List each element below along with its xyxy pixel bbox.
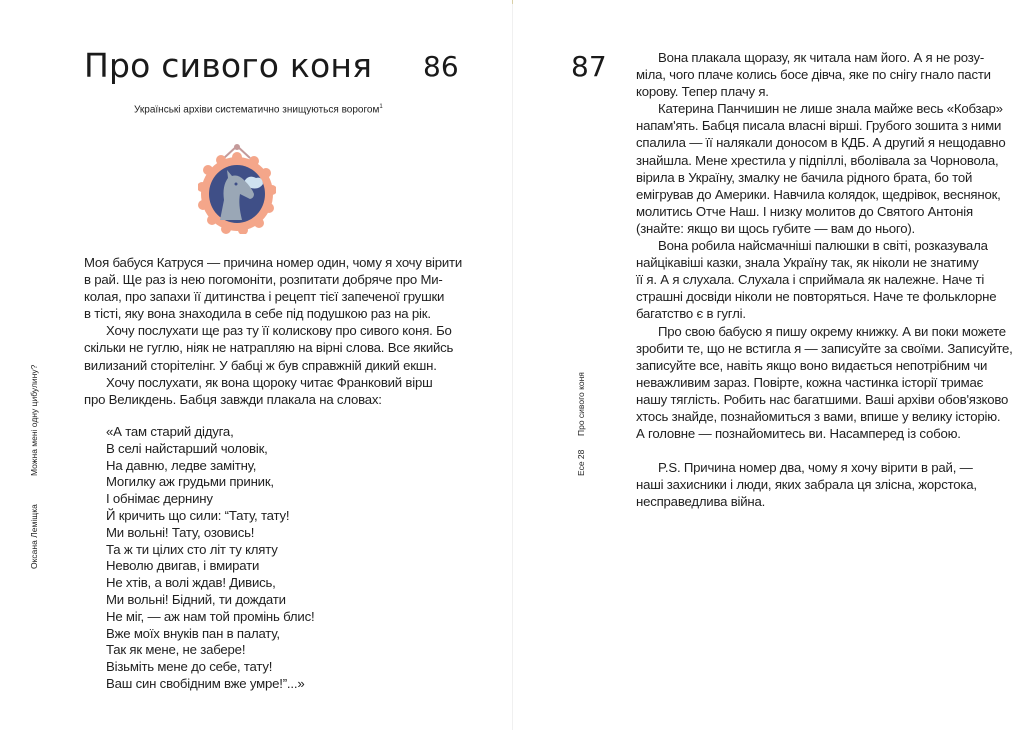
text-line: Хочу послухати ще раз ту її колискову про сивого коня. Бо	[106, 323, 452, 339]
page-number-right: 87	[571, 50, 607, 83]
poem-line: На давню, ледве замітну,	[106, 457, 257, 473]
paragraph-gap	[636, 442, 1013, 459]
text-line: про Великдень. Бабця завжди плакала на словах:	[84, 391, 382, 407]
text-line: міла, чого плаче колись босе дівча, яке по снігу гнало пасти	[636, 67, 991, 83]
text-line: Вона плакала щоразу, як читала нам його. А я не розу-	[658, 50, 985, 65]
paragraph	[636, 237, 1013, 322]
text-line: молитись Отче Наш. І низку молитов до Святого Антонія	[636, 203, 973, 219]
text-line: в тісті, яку вона знаходила в себе під подушкою раз на рік.	[84, 306, 431, 322]
poem-line: «А там старий дідуга,	[106, 424, 234, 439]
poem-line: І обнімає дернину	[106, 491, 213, 507]
running-head-essay: Есе 28	[576, 449, 586, 476]
paragraph	[84, 374, 462, 408]
poem-line: В селі найстарший чоловік,	[106, 440, 268, 456]
text-line: (знайте: якщо ви щось губите — вам до нього).	[636, 220, 916, 236]
poem-line: Вже моїх внуків пан в палату,	[106, 625, 280, 641]
right-page	[513, 0, 1024, 730]
hanger-pin	[234, 144, 240, 150]
paragraph	[636, 100, 1013, 237]
poem-quote	[106, 424, 314, 693]
horse-cameo-illustration	[198, 142, 276, 234]
paragraph	[84, 254, 462, 322]
paragraph	[636, 49, 1013, 100]
text-line: Вона робила найсмачніші палюшки в світі, розказувала	[658, 238, 988, 254]
text-line: корову. Тепер плачу я.	[636, 84, 769, 100]
page-number-left: 86	[423, 50, 459, 83]
footnote-mark: 1	[379, 104, 383, 110]
epigraph-text: Українські архіви систематично знищуються ворогом	[134, 104, 380, 116]
horse-eye	[235, 183, 238, 186]
text-line: P.S. Причина номер два, чому я хочу вірити в рай, —	[658, 460, 973, 476]
left-body-text	[84, 254, 462, 408]
text-line: напам'ять. Бабця писала власні вірші. Грубого зошита з ними	[636, 118, 1002, 134]
text-line: емігрував до Америки. Навчила колядок, щедрівок, веснянок,	[636, 186, 1001, 202]
text-line: її я. А я слухала. Слухала і сприймала як належне. Наче ті	[636, 272, 985, 288]
poem-line: Так як мене, не забере!	[106, 642, 246, 658]
text-line: зробити те, що не встигла я — записуйте за своїми. Записуйте,	[636, 340, 1013, 356]
text-line: Про свою бабусю я пишу окрему книжку. А ви поки можете	[658, 323, 1006, 339]
poem-line: Не хтів, а волі ждав! Дивись,	[106, 575, 276, 591]
text-line: знайшла. Мене хрестила у підпіллі, вболівала за Чорновола,	[636, 152, 999, 168]
text-line: вилизаний сторітелінг. У бабці ж був справжній дикий екшн.	[84, 357, 437, 373]
poem-line: Ми вольні! Бідний, ти дождати	[106, 591, 286, 607]
text-line: багатство є в гуглі.	[636, 306, 746, 322]
paragraph	[636, 323, 1013, 443]
text-line: хтось знайде, познайомиться з вами, впише у велику історію.	[636, 408, 1001, 424]
right-body-text	[636, 49, 1013, 510]
poem-line: Ваш син свобідним вже умре!”...»	[106, 675, 305, 691]
postscript	[636, 459, 1013, 510]
poem-line: Й кричить що сили: “Тату, тату!	[106, 507, 290, 523]
text-line: страшні досвіди ніколи не повторяться. Наче те фольклорне	[636, 289, 997, 305]
text-line: колая, про запахи її дитинства і рецепт тієї запеченої грушки	[84, 289, 445, 305]
text-line: найцікавіші казки, знала Україну так, як ніколи не знатиму	[636, 255, 979, 271]
running-head-book: Можна мені одну цибулину?	[29, 364, 39, 476]
poem-line: Ми вольні! Тату, озовись!	[106, 524, 255, 540]
text-line: скільки не гуглю, ніяк не натрапляю на вірні слова. Все якийсь	[84, 340, 454, 356]
text-line: А головне — познайомитесь ви. Насамперед із собою.	[636, 426, 961, 442]
poem-line: Візьміть мене до себе, тату!	[106, 659, 273, 675]
poem-line: Могилку аж грудьми приник,	[106, 474, 274, 490]
poem-line: Не міг, — аж нам той промінь блис!	[106, 608, 315, 624]
poem-line: Та ж ти цілих сто літ ту кляту	[106, 541, 278, 557]
text-line: Моя бабуся Катруся — причина номер один, чому я хочу вірити	[84, 255, 463, 270]
poem-line: Неволю двигав, і вмирати	[106, 558, 260, 574]
epigraph	[134, 104, 383, 115]
text-line: наші захисники і люди, яких забрала ця злісна, жорстока,	[636, 477, 977, 493]
text-line: Катерина Панчишин не лише знала майже весь «Кобзар»	[658, 101, 1003, 117]
text-line: Хочу послухати, як вона щороку читає Франковий вірш	[106, 374, 433, 390]
chapter-title: Про сивого коня	[84, 46, 373, 85]
running-head-author: Оксана Леміщка	[29, 504, 39, 569]
paragraph	[84, 322, 462, 373]
text-line: несправедлива війна.	[636, 494, 766, 510]
text-line: нашу тяглість. Робить нас багатшими. Ваші архіви обов'язково	[636, 391, 1009, 407]
text-line: неважливим зараз. Повірте, кожна частинка історії тримає	[636, 374, 984, 390]
text-line: вірила в Україну, змалку не бачила рідного брата, бо той	[636, 169, 973, 185]
text-line: спалила — її налякали доносом в КДБ. А другий я нещодавно	[636, 135, 1006, 151]
text-line: записуйте все, навіть якщо воно видається непотрібним чи	[636, 357, 988, 373]
text-line: в рай. Ще раз із нею погомоніти, розпитати добряче про Ми-	[84, 272, 443, 288]
running-head-title: Про сивого коня	[576, 372, 586, 436]
